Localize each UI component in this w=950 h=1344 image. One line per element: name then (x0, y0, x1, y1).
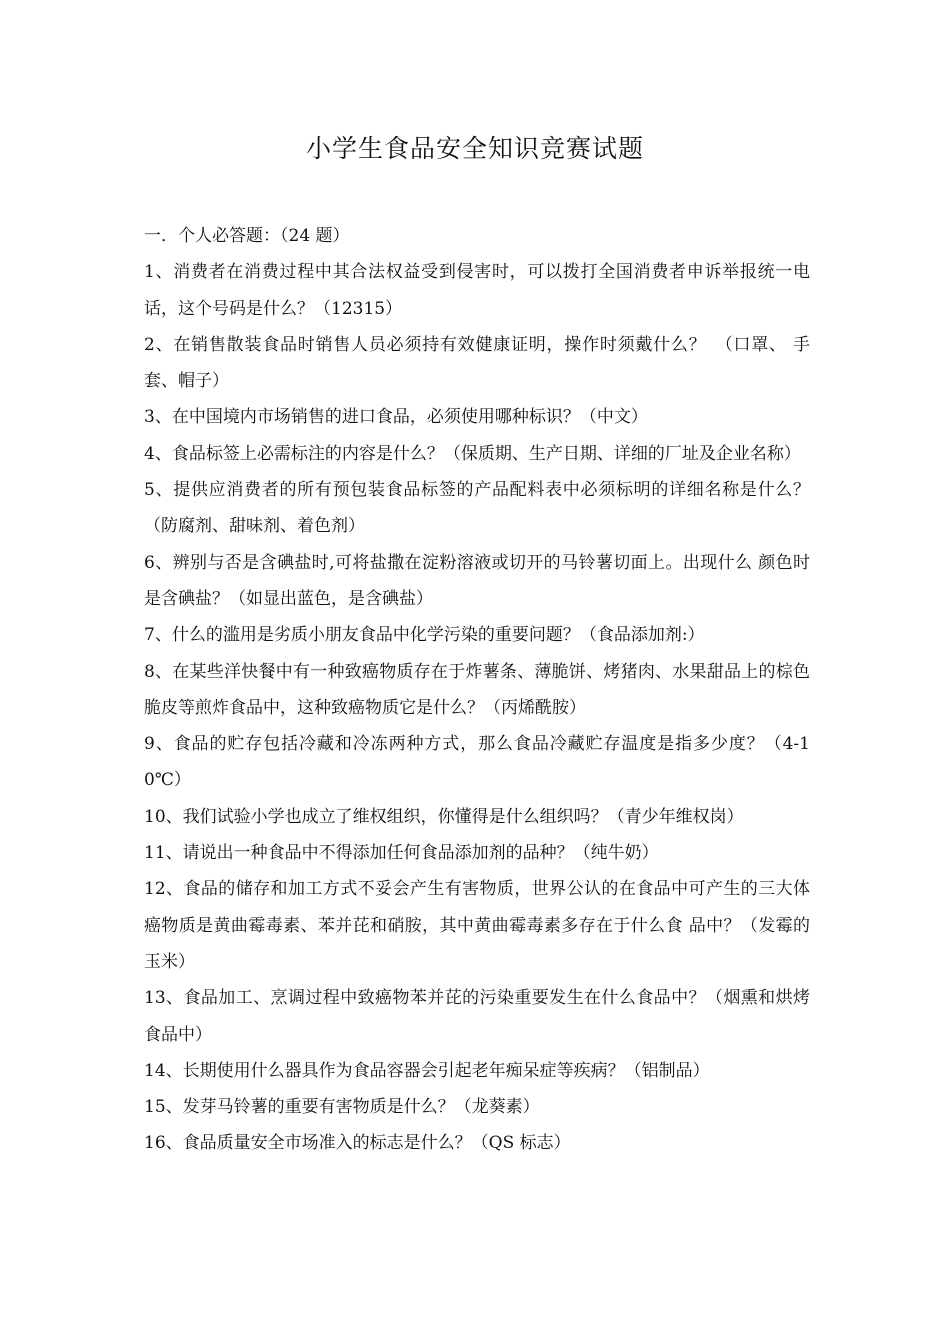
question-2: 2、在销售散装食品时销售人员必须持有效健康证明，操作时须戴什么？ （口罩、 手套、帽子） (144, 334, 810, 392)
question-1: 1、消费者在消费过程中其合法权益受到侵害时，可以拨打全国消费者申诉举报统一电话，这个号码是什么？（12315） (144, 262, 810, 319)
question-11: 11、请说出一种食品中不得添加任何食品添加剂的品种？（纯牛奶） (144, 843, 659, 864)
question-14: 14、长期使用什么器具作为食品容器会引起老年痴呆症等疾病？（铝制品） (144, 1060, 710, 1081)
question-3: 3、在中国境内市场销售的进口食品，必须使用哪种标识？（中文） (144, 407, 648, 428)
question-12: 12、食品的储存和加工方式不妥会产生有害物质，世界公认的在食品中可产生的三大体癌物质是黄曲霉毒素、苯并芘和硝胺，其中黄曲霉毒素多存在于什么食 品中？（发霉的玉米） (144, 879, 810, 972)
document-title: 小学生食品安全知识竞赛试题 (305, 134, 644, 163)
question-13: 13、食品加工、烹调过程中致癌物苯并芘的污染重要发生在什么食品中？（烟熏和烘烤食品中） (144, 988, 810, 1045)
question-10: 10、我们试验小学也成立了维权组织，你懂得是什么组织吗？（青少年维权岗） (144, 806, 744, 827)
question-16: 16、食品质量安全市场准入的标志是什么？（QS 标志） (144, 1133, 571, 1154)
question-9: 9、食品的贮存包括冷藏和冷冻两种方式，那么食品冷藏贮存温度是指多少度？（4-10℃） (144, 734, 810, 791)
question-15: 15、发芽马铃薯的重要有害物质是什么？（龙葵素） (144, 1097, 540, 1118)
question-5: 5、提供应消费者的所有预包装食品标签的产品配料表中必须标明的详细名称是什么？（防腐剂、甜味剂、着色剂） (144, 480, 810, 537)
section-heading: 一．个人必答题：（24 题） (144, 226, 350, 246)
question-8: 8、在某些洋快餐中有一种致癌物质存在于炸薯条、薄脆饼、烤猪肉、水果甜品上的棕色脆皮等煎炸食品中，这种致癌物质它是什么？（丙烯酰胺） (144, 661, 810, 718)
question-list (144, 218, 810, 1162)
question-7: 7、什么的滥用是劣质小朋友食品中化学污染的重要问题？（食品添加剂:） (144, 625, 705, 646)
question-4: 4、食品标签上必需标注的内容是什么？（保质期、生产日期、详细的厂址及企业名称） (144, 443, 801, 464)
question-6: 6、辨别与否是含碘盐时,可将盐撒在淀粉溶液或切开的马铃薯切面上。出现什么 颜色时是含碘盐？（如显出蓝色，是含碘盐） (144, 552, 810, 609)
